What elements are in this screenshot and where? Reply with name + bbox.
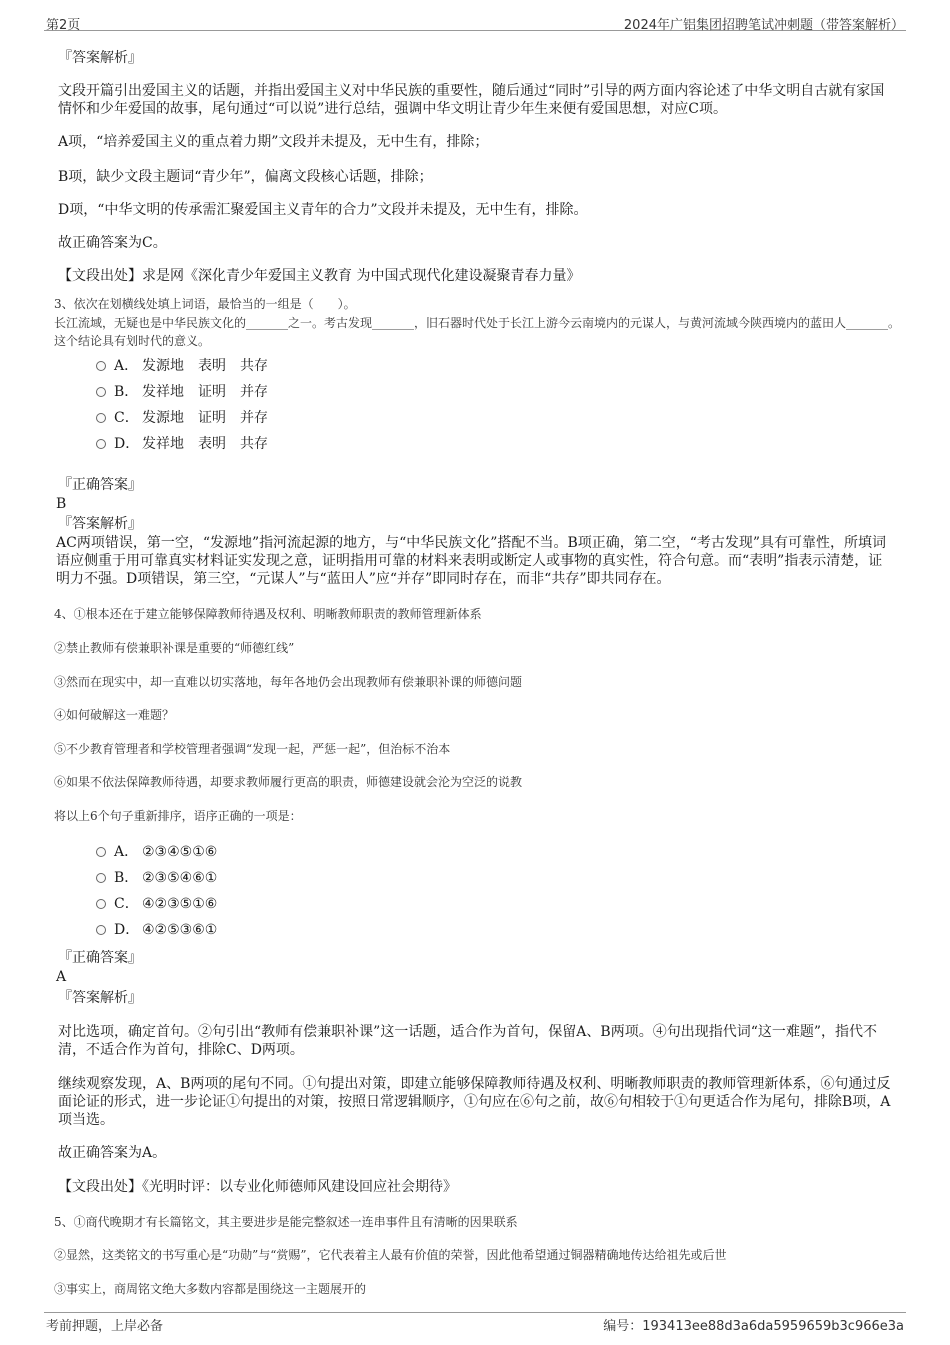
- option-text: 发源地 证明 并存: [142, 410, 268, 426]
- q2-option-b-analysis: B项，缺少文段主题词“青少年”，偏离文段核心话题，排除；: [58, 169, 433, 185]
- option-label: C．: [114, 896, 139, 912]
- document-title: 2024年广铝集团招聘笔试冲刺题（带答案解析）: [623, 18, 904, 33]
- q5-sentence-3: ③事实上，商周铭文绝大多数内容都是围绕这一主题展开的: [54, 1282, 367, 1296]
- option-text: ②③⑤④⑥①: [142, 870, 218, 886]
- radio-icon[interactable]: [96, 847, 106, 857]
- option-text: ④②⑤③⑥①: [142, 922, 218, 938]
- q4-prompt: 将以上6个句子重新排序，语序正确的一项是：: [54, 809, 302, 823]
- q4-analysis-heading: 『答案解析』: [58, 990, 142, 1006]
- page-footer: [44, 1312, 906, 1333]
- option-text: ②③④⑤①⑥: [142, 844, 218, 860]
- q3-answer: B: [56, 496, 67, 512]
- radio-icon[interactable]: [96, 925, 106, 935]
- q4-option-d[interactable]: [96, 921, 217, 939]
- option-label: D．: [114, 922, 140, 938]
- option-text: ④②③⑤①⑥: [142, 896, 218, 912]
- option-text: 发祥地 证明 并存: [142, 384, 268, 400]
- q4-sentence-3: ③然而在现实中，却一直难以切实落地，每年各地仍会出现教师有偿兼职补课的师德问题: [54, 675, 523, 689]
- q4-conclusion: 故正确答案为A。: [58, 1145, 167, 1161]
- q4-stem: 4、①根本还在于建立能够保障教师待遇及权利、明晰教师职责的教师管理新体系: [54, 607, 482, 621]
- q2-source: 【文段出处】求是网《深化青少年爱国主义教育 为中国式现代化建设凝聚青春力量》: [58, 268, 581, 284]
- q3-answer-heading: 『正确答案』: [58, 477, 142, 493]
- option-label: B．: [114, 870, 139, 886]
- radio-icon[interactable]: [96, 899, 106, 909]
- q4-option-a[interactable]: [96, 843, 217, 861]
- q3-option-d[interactable]: [96, 435, 268, 453]
- q4-answer: A: [56, 969, 67, 985]
- q5-sentence-2: ②显然，这类铭文的书写重心是“功勋”与“赏赐”，它代表着主人最有价值的荣誉，因此他希望通过铜器精确地传达给祖先或后世: [54, 1248, 727, 1262]
- page-number: 第2页: [46, 18, 81, 33]
- q4-sentence-2: ②禁止教师有偿兼职补课是重要的“师德红线”: [54, 641, 295, 655]
- q4-sentence-6: ⑥如果不依法保障教师待遇，却要求教师履行更高的职责，师德建设就会沦为空泛的说教: [54, 775, 523, 789]
- q3-option-c[interactable]: [96, 409, 268, 427]
- radio-icon[interactable]: [96, 439, 106, 449]
- q3-analysis-heading: 『答案解析』: [58, 516, 142, 532]
- option-text: 发源地 表明 共存: [142, 358, 268, 374]
- q4-sentence-4: ④如何破解这一难题？: [54, 708, 175, 722]
- q3-option-b[interactable]: [96, 383, 268, 401]
- option-label: D．: [114, 436, 140, 452]
- q3-analysis: AC两项错误，第一空，“发源地”指河流起源的地方，与“中华民族文化”搭配不当。B项正确，第二空，“考古发现”具有可靠性，所填词语应侧重于用可靠真实材料证实发现之意，证明指用可靠的材料来表明或断定人或事物的真实性，符合句意。而“表明”指表示清楚，证明力不强。D项错误，第三空，“元谋人”与“蓝田人”应“并存”即同时存在，而非“共存”即共同存在。: [56, 535, 887, 587]
- q3-stem: 3、依次在划横线处填上词语，最恰当的一组是（ ）。: [54, 297, 356, 311]
- q4-option-c[interactable]: [96, 895, 217, 913]
- q3-passage: 长江流域，无疑也是中华民族文化的_______之一。考古发现_______，旧石器时代处于长江上游今云南境内的元谋人，与黄河流域今陕西境内的蓝田人_______。这个结论具有划时代的意义。: [54, 316, 901, 348]
- option-text: 发祥地 表明 共存: [142, 436, 268, 452]
- radio-icon[interactable]: [96, 873, 106, 883]
- q4-analysis-2: 继续观察发现，A、B两项的尾句不同。①句提出对策，即建立能够保障教师待遇及权利、明晰教师职责的教师管理新体系，⑥句通过反面论证的形式，进一步论证①句提出的对策，按照日常逻辑顺序，①句应在⑥句之前，故⑥句相较于①句更适合作为尾句，排除B项，A项当选。: [58, 1076, 891, 1128]
- page-header: [44, 12, 906, 31]
- q4-answer-heading: 『正确答案』: [58, 950, 142, 966]
- radio-icon[interactable]: [96, 413, 106, 423]
- q2-analysis-heading: 『答案解析』: [58, 50, 142, 66]
- option-label: B．: [114, 384, 139, 400]
- option-label: C．: [114, 410, 139, 426]
- q4-sentence-5: ⑤不少教育管理者和学校管理者强调“发现一起，严惩一起”，但治标不治本: [54, 742, 451, 756]
- q2-analysis-paragraph: 文段开篇引出爱国主义的话题，并指出爱国主义对中华民族的重要性，随后通过“同时”引导的两方面内容论述了中华文明自古就有家国情怀和少年爱国的故事，尾句通过“可以说”进行总结，强调中华文明让青少年生来便有爱国思想，对应C项。: [58, 83, 885, 117]
- q4-source: 【文段出处】《光明时评：以专业化师德师风建设回应社会期待》: [58, 1179, 457, 1195]
- radio-icon[interactable]: [96, 361, 106, 371]
- q2-option-d-analysis: D项，“中华文明的传承需汇聚爱国主义青年的合力”文段并未提及，无中生有，排除。: [58, 202, 588, 218]
- q3-option-a[interactable]: [96, 357, 268, 375]
- q4-option-b[interactable]: [96, 869, 217, 887]
- q4-analysis-1: 对比选项，确定首句。②句引出“教师有偿兼职补课”这一话题，适合作为首句，保留A、B两项。④句出现指代词“这一难题”，指代不清，不适合作为首句，排除C、D两项。: [58, 1024, 878, 1058]
- option-label: A．: [114, 844, 139, 860]
- radio-icon[interactable]: [96, 387, 106, 397]
- q5-stem: 5、①商代晚期才有长篇铭文，其主要进步是能完整叙述一连串事件且有清晰的因果联系: [54, 1215, 518, 1229]
- footer-slogan: 考前押题，上岸必备: [46, 1319, 164, 1334]
- q2-option-a-analysis: A项，“培养爱国主义的重点着力期”文段并未提及，无中生有，排除；: [58, 134, 489, 150]
- option-label: A．: [114, 358, 139, 374]
- q2-conclusion: 故正确答案为C。: [58, 235, 167, 251]
- document-id: 编号：193413ee88d3a6da5959659b3c966e3a: [603, 1319, 904, 1334]
